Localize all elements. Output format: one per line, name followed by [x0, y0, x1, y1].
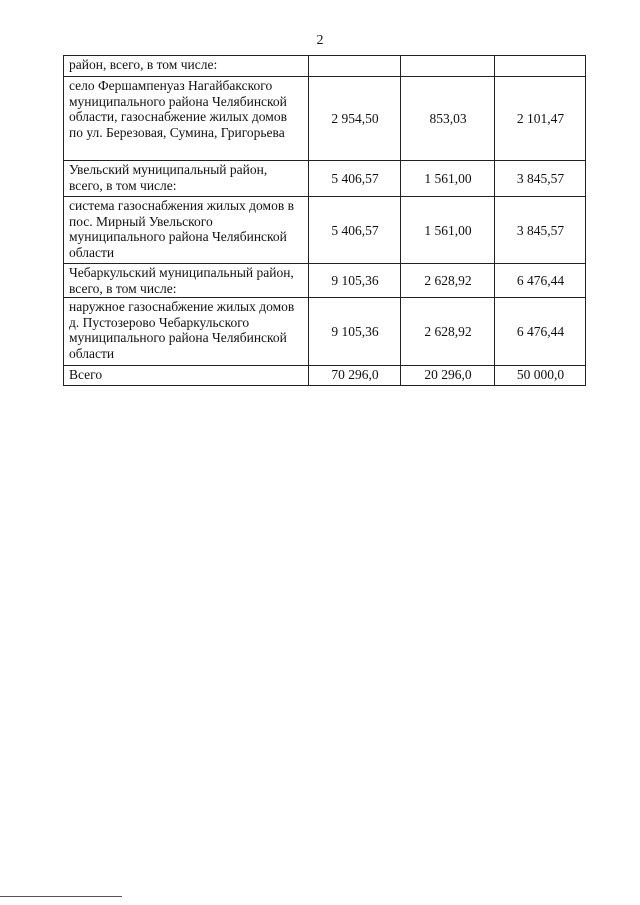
row-total-cell: 70 296,0 [309, 366, 401, 386]
page-number: 2 [316, 33, 324, 48]
table-row [64, 56, 586, 77]
row-col2-cell [401, 56, 495, 77]
row-col3-cell: 2 101,47 [495, 77, 586, 161]
row-name-cell: Чебаркульский муниципальный район, всего, в том числе: [64, 264, 309, 298]
table-row [64, 264, 586, 298]
row-col3-cell: 3 845,57 [495, 161, 586, 197]
row-name-cell: Увельский муниципальный район, всего, в том числе: [64, 161, 309, 197]
table-total-row [64, 366, 586, 386]
row-col2-cell: 2 628,92 [401, 298, 495, 366]
row-total-cell: 5 406,57 [309, 197, 401, 264]
row-col2-cell: 20 296,0 [401, 366, 495, 386]
row-name-cell: район, всего, в том числе: [64, 56, 309, 77]
table-row [64, 298, 586, 366]
row-col2-cell: 1 561,00 [401, 197, 495, 264]
row-name-cell: система газоснабжения жилых домов в пос. Мирный Увельского муниципального района Челябинской области [64, 197, 309, 264]
table-row [64, 77, 586, 161]
row-name-cell: наружное газоснабжение жилых домов д. Пустозерово Чебаркульского муниципального района Челябинской области [64, 298, 309, 366]
table-row [64, 161, 586, 197]
table-row [64, 197, 586, 264]
budget-table [63, 55, 586, 386]
row-col2-cell: 2 628,92 [401, 264, 495, 298]
row-name-cell: село Фершампенуаз Нагайбакского муниципального района Челябинской области, газоснабжение жилых домов по ул. Березовая, Сумина, Григорьева [64, 77, 309, 161]
row-total-cell: 2 954,50 [309, 77, 401, 161]
row-col2-cell: 1 561,00 [401, 161, 495, 197]
row-col3-cell: 6 476,44 [495, 264, 586, 298]
footnote-rule [0, 896, 122, 897]
row-total-cell: 5 406,57 [309, 161, 401, 197]
row-col3-cell: 6 476,44 [495, 298, 586, 366]
row-col3-cell: 50 000,0 [495, 366, 586, 386]
row-total-cell: 9 105,36 [309, 298, 401, 366]
row-name-cell: Всего [64, 366, 309, 386]
row-col3-cell [495, 56, 586, 77]
row-total-cell: 9 105,36 [309, 264, 401, 298]
row-col2-cell: 853,03 [401, 77, 495, 161]
row-col3-cell: 3 845,57 [495, 197, 586, 264]
row-total-cell [309, 56, 401, 77]
